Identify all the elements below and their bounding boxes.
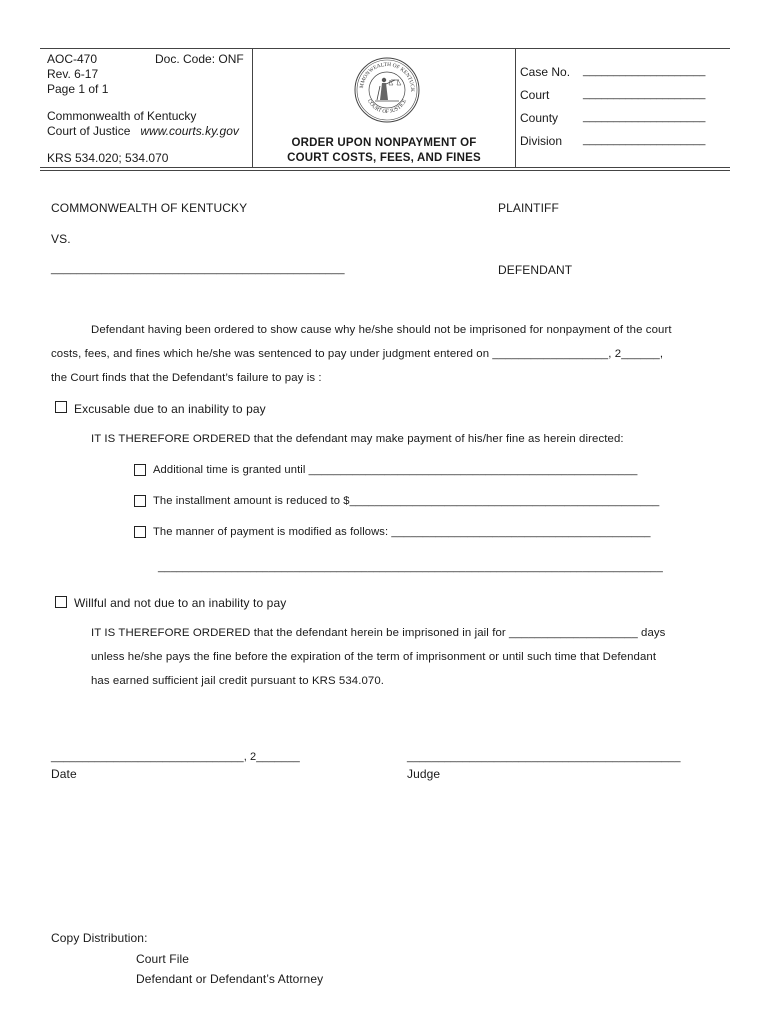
doc-code: Doc. Code: ONF [155, 52, 244, 66]
willful-label: Willful and not due to an inability to pay [74, 596, 287, 610]
court-label: Court [520, 88, 550, 102]
distribution-item-court-file: Court File [136, 952, 190, 966]
seal-bottom-text: COURT OF JUSTICE [365, 98, 409, 116]
county-field[interactable]: ____________________ [583, 111, 706, 123]
installment-text: The installment amount is reduced to $_________________________________________________ [153, 495, 660, 507]
manner-text: The manner of payment is modified as follows: _________________________________________ [153, 526, 651, 538]
county-label: County [520, 111, 559, 125]
additional-time-text: Additional time is granted until ____________________________________________________ [153, 464, 638, 476]
header-bottom-rule-double [40, 170, 730, 171]
header-top-rule [40, 48, 730, 49]
state-name: Commonwealth of Kentucky [47, 109, 197, 123]
excusable-checkbox[interactable] [55, 401, 67, 413]
seal-outer-text: MMONWEALTH OF KENTUCK [358, 61, 416, 92]
judge-signature-field[interactable]: ____________________________________________ [407, 751, 681, 763]
distribution-item-defendant: Defendant or Defendant’s Attorney [136, 972, 324, 986]
court-seal-icon [353, 56, 421, 124]
willful-checkbox[interactable] [55, 596, 67, 608]
date-field[interactable]: _______________________________, 2_______ [51, 751, 300, 763]
ordered-jail-line-1: IT IS THEREFORE ORDERED that the defendant herein be imprisoned in jail for ____________________ days [91, 627, 666, 639]
division-field[interactable]: ____________________ [583, 134, 706, 146]
website-link[interactable]: www.courts.ky.gov [140, 124, 239, 138]
case-no-field[interactable]: ____________________ [583, 65, 706, 77]
installment-checkbox[interactable] [134, 495, 146, 507]
ordered-jail-line-2: unless he/she pays the fine before the expiration of the term of imprisonment or until such time that Defendant [91, 651, 657, 663]
intro-line-2: costs, fees, and fines which he/she was sentenced to pay under judgment entered on __________________, 2______, [51, 348, 664, 360]
defendant-name-field[interactable]: ______________________________________________ [51, 263, 345, 275]
case-no-label: Case No. [520, 65, 571, 79]
form-title-line1: ORDER UPON NONPAYMENT OF [291, 137, 477, 149]
excusable-label: Excusable due to an inability to pay [74, 402, 266, 416]
court-of-justice [47, 124, 239, 138]
ordered-jail-line-3: has earned sufficient jail credit pursuant to KRS 534.070. [91, 675, 385, 687]
division-label: Division [520, 134, 563, 148]
page-number: Page 1 of 1 [47, 82, 109, 96]
revision: Rev. 6-17 [47, 67, 99, 81]
judge-label: Judge [407, 767, 441, 781]
header-divider-left [252, 48, 253, 167]
header-divider-right [515, 48, 516, 167]
plaintiff-label: PLAINTIFF [498, 201, 559, 215]
intro-line-3: the Court finds that the Defendant’s failure to pay is : [51, 372, 322, 384]
court-field[interactable]: ____________________ [583, 88, 706, 100]
defendant-label: DEFENDANT [498, 263, 573, 277]
versus-label: VS. [51, 232, 71, 246]
ordered-payment-text: IT IS THEREFORE ORDERED that the defendant may make payment of his/her fine as herein directed: [91, 433, 624, 445]
intro-line-1: Defendant having been ordered to show cause why he/she should not be imprisoned for nonpayment of the court [91, 324, 672, 336]
distribution-heading: Copy Distribution: [51, 931, 148, 945]
manner-checkbox[interactable] [134, 526, 146, 538]
additional-time-checkbox[interactable] [134, 464, 146, 476]
court-of-justice-label: Court of Justice [47, 124, 131, 138]
plaintiff-name: COMMONWEALTH OF KENTUCKY [51, 201, 248, 215]
date-label: Date [51, 767, 77, 781]
statute-reference: KRS 534.020; 534.070 [47, 151, 169, 165]
form-title-line2: COURT COSTS, FEES, AND FINES [287, 152, 481, 164]
form-code: AOC-470 [47, 52, 98, 66]
manner-continuation-field[interactable]: __________________________________________________________________________________ [158, 561, 663, 573]
header-bottom-rule [40, 167, 730, 168]
